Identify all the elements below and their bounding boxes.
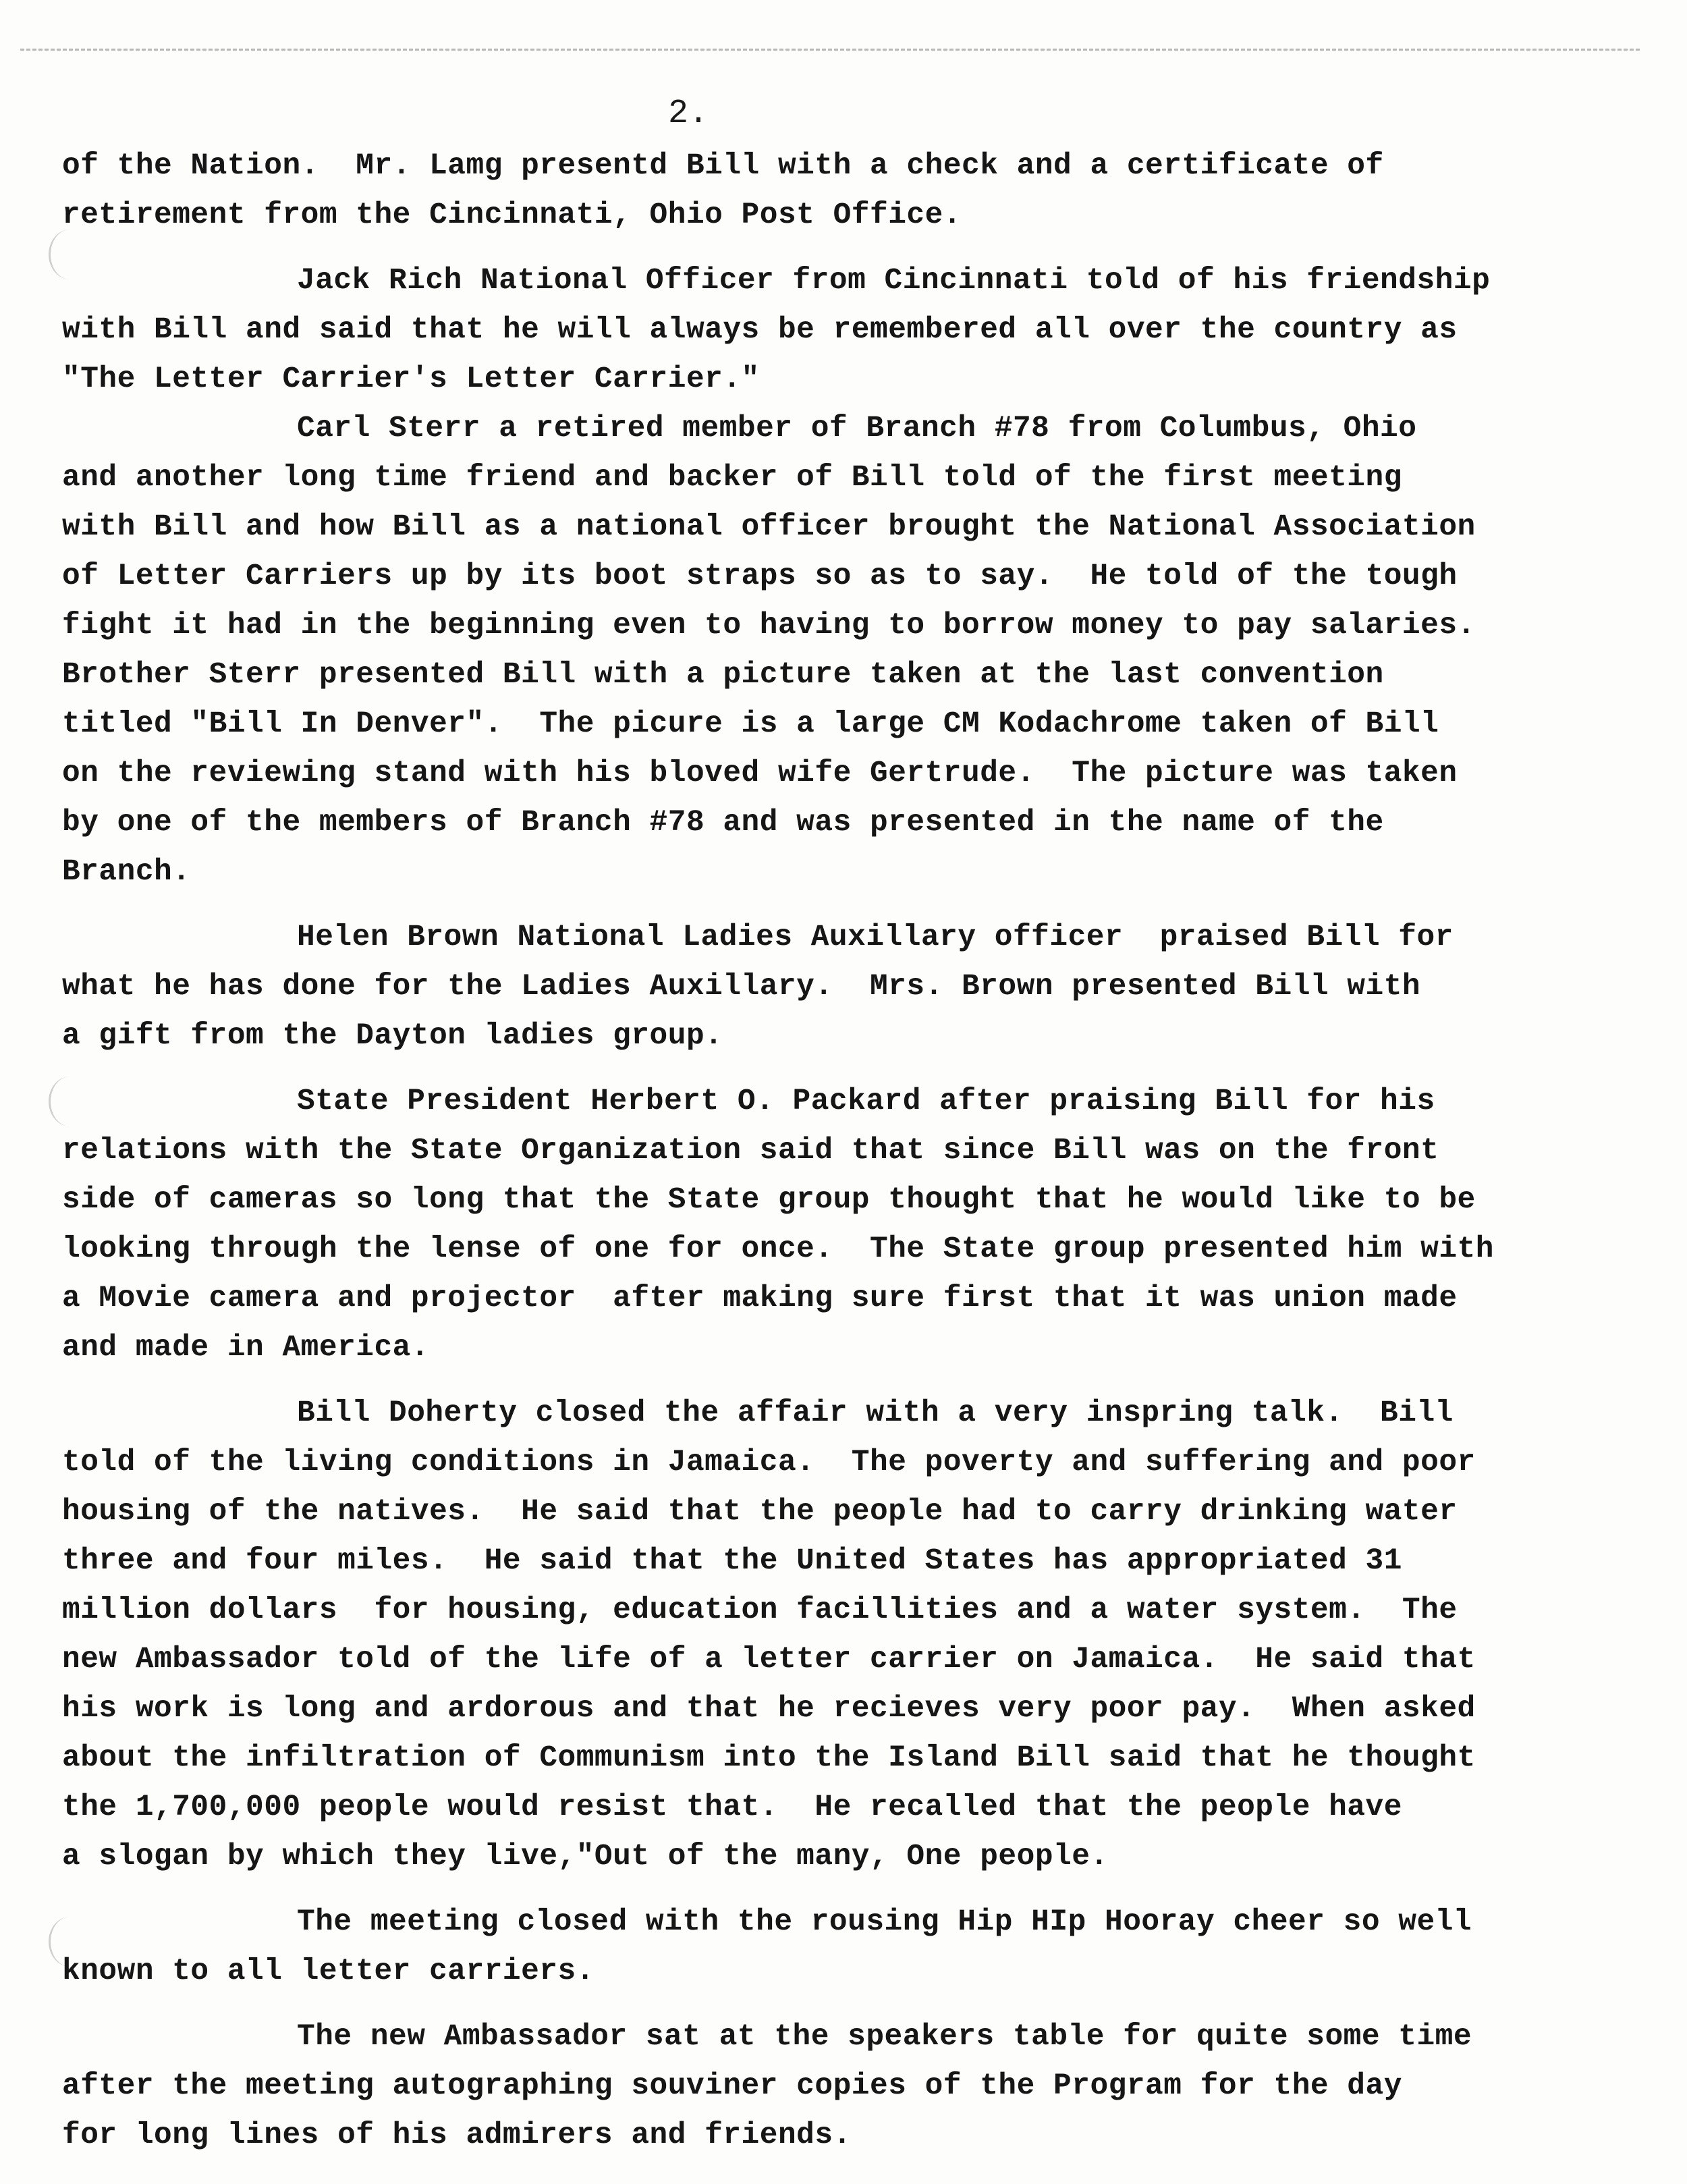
text-line: million dollars for housing, education facillities and a water system. The	[62, 1593, 1458, 1627]
text-line: his work is long and ardorous and that he recieves very poor pay. When asked	[62, 1692, 1476, 1726]
text-line: of Letter Carriers up by its boot straps so as to say. He told of the tough	[62, 559, 1458, 593]
text-line: side of cameras so long that the State group thought that he would like to be	[62, 1183, 1476, 1217]
paragraph-gap	[62, 897, 1655, 913]
paragraph-gap	[62, 1061, 1655, 1077]
text-line: a gift from the Dayton ladies group.	[62, 1019, 723, 1053]
text-line: three and four miles. He said that the United States has appropriated 31	[62, 1544, 1402, 1578]
text-line: Branch.	[62, 855, 191, 889]
paragraph-first-line: Helen Brown National Ladies Auxillary officer praised Bill for	[297, 921, 1454, 954]
text-line: "The Letter Carrier's Letter Carrier."	[62, 362, 760, 396]
text-line: told of the living conditions in Jamaica. The poverty and suffering and poor	[62, 1446, 1476, 1479]
text-line: relations with the State Organization said that since Bill was on the front	[62, 1134, 1439, 1168]
text-line: about the infiltration of Communism into the Island Bill said that he thought	[62, 1741, 1476, 1775]
paragraph-first-line: State President Herbert O. Packard after praising Bill for his	[297, 1085, 1435, 1118]
text-line: Brother Sterr presented Bill with a picture taken at the last convention	[62, 658, 1384, 692]
text-line: new Ambassador told of the life of a letter carrier on Jamaica. He said that	[62, 1643, 1476, 1676]
paragraph-first-line: The meeting closed with the rousing Hip HIp Hooray cheer so well	[297, 1905, 1472, 1939]
page-number: 2.	[668, 94, 709, 133]
text-line: known to all letter carriers.	[62, 1955, 594, 1988]
text-line: looking through the lense of one for once. The State group presented him with	[62, 1232, 1494, 1266]
paragraph-first-line: The new Ambassador sat at the speakers table for quite some time	[297, 2020, 1472, 2054]
paragraph-first-line: Bill Doherty closed the affair with a very inspring talk. Bill	[297, 1396, 1454, 1430]
text-line: with Bill and how Bill as a national officer brought the National Association	[62, 510, 1476, 544]
text-line: and another long time friend and backer of Bill told of the first meeting	[62, 461, 1402, 495]
text-line: a Movie camera and projector after making sure first that it was union made	[62, 1282, 1458, 1315]
text-line: what he has done for the Ladies Auxillary. Mrs. Brown presented Bill with	[62, 970, 1421, 1004]
paragraph-gap	[62, 240, 1655, 256]
text-line: and made in America.	[62, 1331, 430, 1365]
paragraph-first-line: Carl Sterr a retired member of Branch #78 from Columbus, Ohio	[297, 412, 1417, 445]
paragraph-first-line: Jack Rich National Officer from Cincinnati told of his friendship	[297, 264, 1491, 298]
top-edge-rule	[20, 49, 1640, 51]
text-line: fight it had in the beginning even to having to borrow money to pay salaries.	[62, 609, 1476, 643]
text-line: by one of the members of Branch #78 and was presented in the name of the	[62, 806, 1384, 840]
text-line: with Bill and said that he will always be remembered all over the country as	[62, 313, 1458, 347]
text-line: housing of the natives. He said that the people had to carry drinking water	[62, 1495, 1458, 1529]
text-line: on the reviewing stand with his bloved wife Gertrude. The picture was taken	[62, 757, 1458, 790]
paragraph-first-line: of the Nation. Mr. Lamg presentd Bill with a check and a certificate of	[62, 149, 1384, 183]
text-line: retirement from the Cincinnati, Ohio Post Office.	[62, 198, 962, 232]
text-line: for long lines of his admirers and friends.	[62, 2119, 852, 2152]
paragraph-gap	[62, 1882, 1655, 1898]
paragraph-gap	[62, 1996, 1655, 2013]
text-line: the 1,700,000 people would resist that. He recalled that the people have	[62, 1791, 1402, 1824]
typed-body-text	[62, 142, 1655, 2160]
text-line: after the meeting autographing souviner copies of the Program for the day	[62, 2069, 1402, 2103]
text-line: titled "Bill In Denver". The picure is a large CM Kodachrome taken of Bill	[62, 707, 1439, 741]
paragraph-gap	[62, 1373, 1655, 1389]
text-line: a slogan by which they live,"Out of the many, One people.	[62, 1840, 1109, 1874]
